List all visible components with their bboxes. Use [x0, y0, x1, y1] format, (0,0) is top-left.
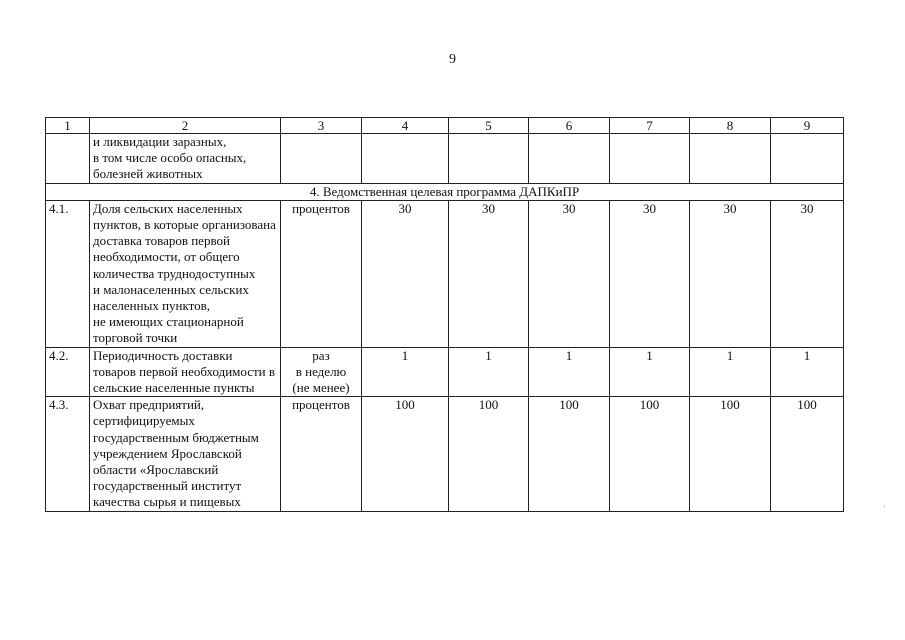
table-row	[46, 200, 844, 347]
value-cell: 30	[610, 200, 690, 347]
header-cell: 3	[281, 118, 362, 134]
page-number: 9	[449, 52, 456, 67]
value-cell: 30	[771, 200, 844, 347]
header-cell: 4	[362, 118, 449, 134]
value-cell: 30	[449, 200, 529, 347]
value-cell: 1	[449, 347, 529, 397]
unit-of-measure: процентов	[281, 397, 362, 511]
indicator-name: и ликвидации заразных, в том числе особо опасных, болезней животных	[90, 134, 281, 184]
cell-value	[449, 134, 529, 184]
row-number: 4.3.	[46, 397, 90, 511]
value-cell: 100	[362, 397, 449, 511]
header-cell: 8	[690, 118, 771, 134]
scan-mark	[884, 505, 885, 508]
section-title: 4. Ведомственная целевая программа ДАПКиПР	[46, 183, 844, 200]
cell-value	[610, 134, 690, 184]
section-row	[46, 183, 844, 200]
indicators-table	[45, 117, 844, 512]
header-cell: 9	[771, 118, 844, 134]
cell-value	[529, 134, 610, 184]
header-cell: 7	[610, 118, 690, 134]
value-cell: 1	[529, 347, 610, 397]
value-cell: 30	[690, 200, 771, 347]
unit-of-measure: процентов	[281, 200, 362, 347]
indicator-name: Доля сельских населенных пунктов, в которые организована доставка товаров первой необходимости, от общего количества труднодоступных и малонаселенных сельских населенных пунктов, не имеющих стационарной торговой точки	[90, 200, 281, 347]
value-cell: 30	[362, 200, 449, 347]
table-row	[46, 397, 844, 511]
indicator-name: Периодичность доставки товаров первой необходимости в сельские населенные пункты	[90, 347, 281, 397]
header-cell: 2	[90, 118, 281, 134]
value-cell: 100	[529, 397, 610, 511]
row-number: 4.1.	[46, 200, 90, 347]
cell-value	[771, 134, 844, 184]
header-cell: 1	[46, 118, 90, 134]
header-row	[46, 118, 844, 134]
unit-of-measure: раз в неделю (не менее)	[281, 347, 362, 397]
continuation-row	[46, 134, 844, 184]
value-cell: 1	[362, 347, 449, 397]
cell-num	[46, 134, 90, 184]
value-cell: 100	[449, 397, 529, 511]
table-row	[46, 347, 844, 397]
value-cell: 1	[690, 347, 771, 397]
cell-value	[362, 134, 449, 184]
row-number: 4.2.	[46, 347, 90, 397]
value-cell: 1	[771, 347, 844, 397]
cell-unit	[281, 134, 362, 184]
value-cell: 1	[610, 347, 690, 397]
cell-value	[690, 134, 771, 184]
value-cell: 100	[771, 397, 844, 511]
value-cell: 30	[529, 200, 610, 347]
value-cell: 100	[690, 397, 771, 511]
header-cell: 5	[449, 118, 529, 134]
header-cell: 6	[529, 118, 610, 134]
indicator-name: Охват предприятий, сертифицируемых государственным бюджетным учреждением Ярославской области «Ярославский государственный институт качества сырья и пищевых	[90, 397, 281, 511]
value-cell: 100	[610, 397, 690, 511]
